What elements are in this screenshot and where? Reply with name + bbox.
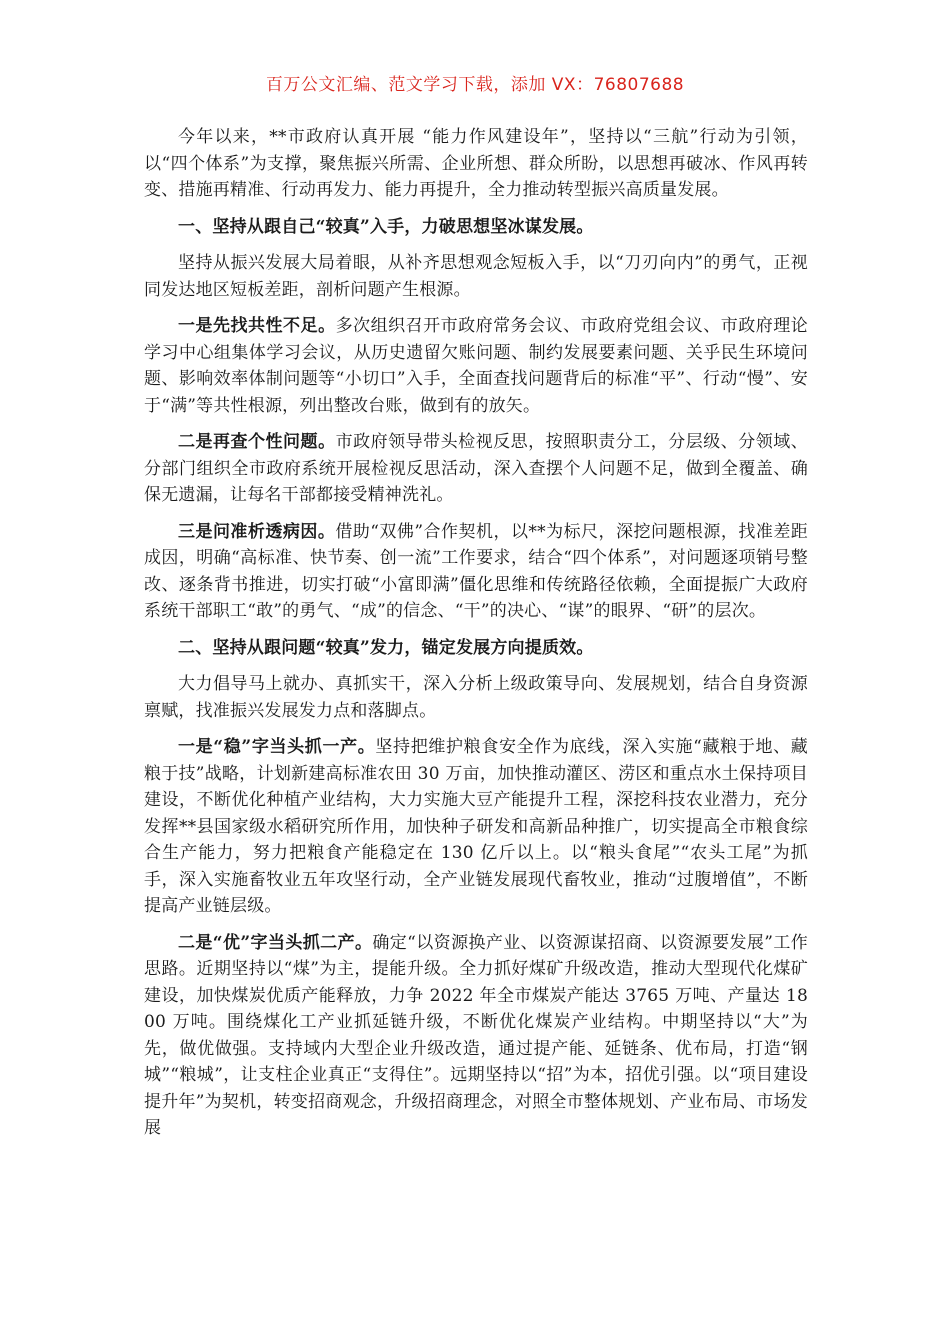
- point-lead: 二是再查个性问题。: [178, 432, 336, 452]
- section-1-point-1: [144, 313, 808, 419]
- section-heading-2: 二、坚持从跟问题“较真”发力，锚定发展方向提质效。: [178, 637, 594, 658]
- point-lead: 一是先找共性不足。: [178, 316, 336, 336]
- header-watermark: 百万公文汇编、范文学习下载，添加 VX：76807688: [265, 75, 685, 95]
- section-2-point-2: [144, 930, 808, 1142]
- intro-paragraph: 今年以来，**市政府认真开展 “能力作风建设年”，坚持以“三航”行动为引领，以“四个体系”为支撑，聚焦振兴所需、企业所想、群众所盼，以思想再破冰、作风再转变、措施再精准、行动再发力、能力再提升，全力推动转型振兴高质量发展。: [144, 127, 808, 200]
- point-lead: 三是问准析透病因。: [178, 521, 336, 542]
- section-2-intro: 大力倡导马上就办、真抓实干，深入分析上级政策导向、发展规划，结合自身资源禀赋，找准振兴发展发力点和落脚点。: [144, 674, 808, 721]
- document-body: [144, 124, 808, 1152]
- point-text: 借助“双佛”合作契机，以**为标尺，深挖问题根源，找准差距成因，明确“高标准、快节奏、创一流”工作要求，结合“四个体系”，对问题逐项销号整改、逐条背书推进，切实打破“小富即满”僵化思维和传统路径依赖，全面提振广大政府系统干部职工“敢”的勇气、“成”的信念、“干”的决心、“谋”的眼界、“研”的层次。: [144, 521, 808, 621]
- section-1-point-3: [144, 519, 808, 625]
- section-1-intro: 坚持从振兴发展大局着眼，从补齐思想观念短板入手，以“刀刃向内”的勇气，正视同发达地区短板差距，剖析问题产生根源。: [144, 253, 808, 300]
- section-1-point-2: [144, 429, 808, 509]
- point-text: 市政府领导带头检视反思，按照职责分工，分层级、分领域、分部门组织全市政府系统开展检视反思活动，深入查摆个人问题不足，做到全覆盖、确保无遗漏，让每名干部都接受精神洗礼。: [144, 432, 808, 505]
- point-text: 坚持把维护粮食安全作为底线，深入实施“藏粮于地、藏粮于技”战略，计划新建高标准农田 30 万亩，加快推动灌区、涝区和重点水土保持项目建设，不断优化种植产业结构，大力实施大豆产能提升工程，深挖科技农业潜力，充分发挥**县国家级水稻研究所作用，加快种子研发和高新品种推广，切实提高全市粮食综合生产能力，努力把粮食产能稳定在 130 亿斤以上。以“粮头食尾”“农头工尾”为抓手，深入实施畜牧业五年攻坚行动，全产业链发展现代畜牧业，推动“过腹增值”，不断提高产业链层级。: [144, 737, 808, 916]
- section-2-point-1: [144, 734, 808, 920]
- point-text: 多次组织召开市政府常务会议、市政府党组会议、市政府理论学习中心组集体学习会议，从历史遗留欠账问题、制约发展要素问题、关乎民生环境问题、影响效率体制问题等“小切口”入手，全面查找问题背后的标准“平”、行动“慢”、安于“满”等共性根源，列出整改台账，做到有的放矢。: [144, 316, 808, 416]
- point-lead: 二是“优”字当头抓二产。: [178, 932, 373, 953]
- point-lead: 一是“稳”字当头抓一产。: [178, 737, 376, 757]
- point-text: 确定“以资源换产业、以资源谋招商、以资源要发展”工作思路。近期坚持以“煤”为主，提能升级。全力抓好煤矿升级改造，推动大型现代化煤矿建设，加快煤炭优质产能释放，力争 2022 年全市煤炭产能达 3765 万吨、产量达 1800 万吨。围绕煤化工产业抓延链升级，不断优化煤炭产业结构。中期坚持以“大”为先，做优做强。支持域内大型企业升级改造，通过提产能、延链条、优布局，打造“钢城”“粮城”，让支柱企业真正“支得住”。远期坚持以“招”为本，招优引强。以“项目建设提升年”为契机，转变招商观念，升级招商理念，对照全市整体规划、产业布局、市场发展: [144, 932, 808, 1138]
- section-heading-1: 一、坚持从跟自己“较真”入手，力破思想坚冰谋发展。: [178, 216, 594, 237]
